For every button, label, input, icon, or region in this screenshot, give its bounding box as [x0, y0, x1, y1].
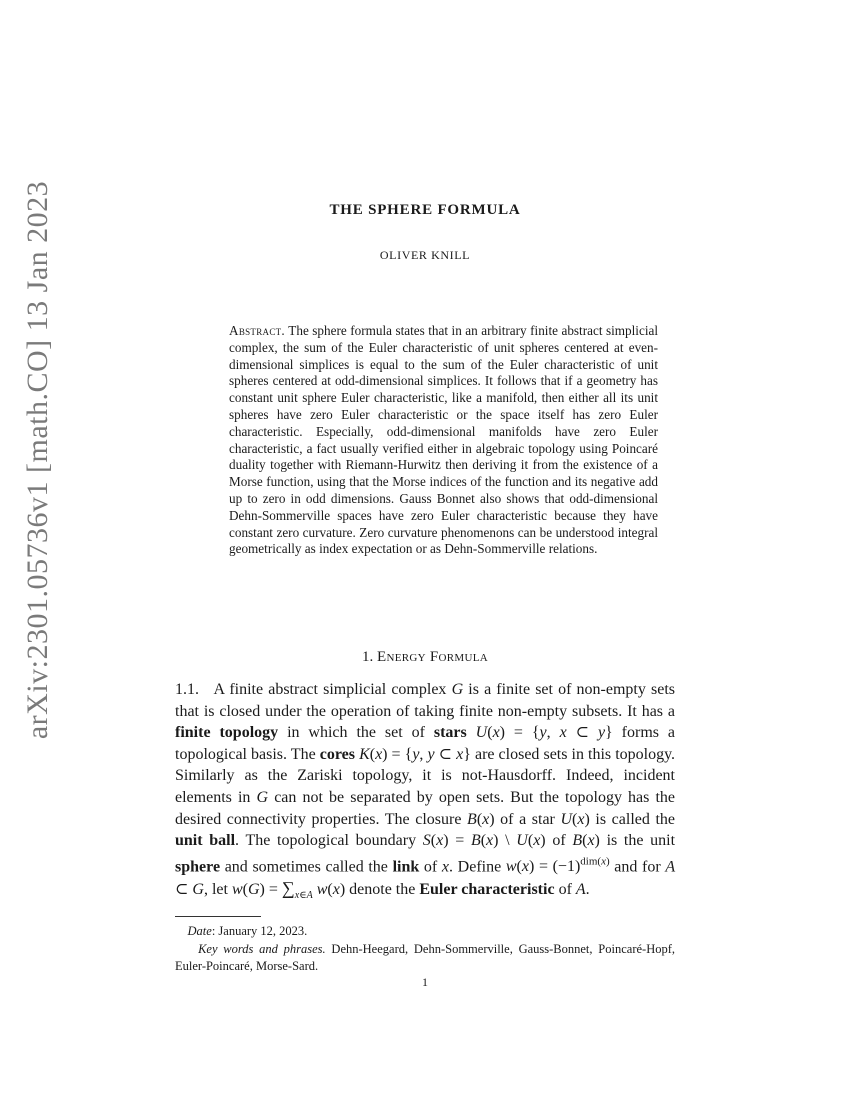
footnotes	[175, 923, 675, 976]
abstract	[229, 323, 658, 558]
para-text: A finite abstract simplicial complex	[213, 681, 447, 698]
term-stars: stars	[433, 724, 467, 742]
paragraph-1-1: 1.1. A finite abstract simplicial complex G is a finite set of non-empty sets that is closed under the operation of taking finite non-empty subsets. It has a finite topology in which the set of stars U(x) = {y, x ⊂ y} forms a topological basis. The cores K(x) = {y, y ⊂ x} are closed sets in this topology. Similarly as the Zariski topology, it is not-Hausdorff. Indeed, incident elements in G can not be separated by open sets. But the topology has the desired connectivity properties. The closure B(x) of a star U(x) is called the unit ball. The topological boundary S(x) = B(x) \ U(x) of B(x) is the unit sphere and sometimes called the link of x. Define $w(x) = (-1)^{dim(x)}$ and for A ⊂ G, let $w(G) = \sum_{x\in A}$ w(x) denote the Euler characteristic of A.	[175, 681, 676, 901]
para-text: denote the	[349, 880, 416, 898]
arxiv-identifier-sidebar	[8, 180, 68, 740]
page-number: 1	[422, 975, 428, 989]
para-text: of	[552, 832, 566, 850]
para-text: can not be separated by open sets. But the topology has the desired connectivity properties. The closure	[175, 788, 676, 828]
para-text: . Define	[449, 858, 502, 876]
para-text: . The topological boundary	[235, 832, 417, 850]
para-text: , let	[203, 880, 228, 898]
para-text: and sometimes called the	[224, 858, 388, 876]
abstract-label: Abstract.	[229, 323, 286, 338]
term-euler-characteristic: Euler characteristic	[419, 880, 555, 898]
section-number: 1.	[361, 649, 374, 665]
term-unit-ball: unit ball	[175, 832, 236, 850]
math-expression: $w(G) = \sum_{x\in A}$ w(x)	[231, 877, 346, 901]
arxiv-id-text: arXiv:2301.05736v1 [math.CO] 13 Jan 2023	[21, 180, 54, 740]
math-symbol: A	[575, 880, 586, 898]
footnote-rule	[175, 916, 261, 917]
term-cores: cores	[319, 745, 355, 763]
math-expression: U(x) = {y, x ⊂ y}	[475, 724, 613, 742]
para-text: is a finite set of non-empty sets that is closed under the operation of taking finite non-empty subsets. It has a	[175, 681, 676, 720]
date-value: : January 12, 2023.	[211, 924, 308, 938]
math-expression: K(x) = {y, y ⊂ x}	[359, 745, 471, 763]
keywords-footnote	[175, 941, 675, 976]
math-symbol: G	[451, 681, 464, 698]
term-finite-topology: finite topology	[175, 724, 279, 742]
para-text: and for	[614, 858, 661, 876]
paper-title: THE SPHERE FORMULA	[329, 202, 521, 218]
math-expression: B(x)	[572, 832, 600, 850]
math-expression: B(x)	[467, 810, 495, 828]
abstract-text: The sphere formula states that in an arbitrary finite abstract simplicial complex, the sum of the Euler characteristic of unit spheres centered at even-dimensional simplices is equal to the sum of the Euler characteristic of unit spheres centered at odd-dimensional simplices. It follows that if a geometry has constant unit sphere Euler characteristic, like a manifold, then either all its unit spheres have zero Euler characteristic or the space itself has zero Euler characteristic. Especially, odd-dimensional manifolds have zero Euler characteristic, a fact usually verified either in algebraic topology using Poincaré duality together with Riemann-Hurwitz then deriving it from the existence of a Morse function, using that the Morse indices of the function and its negative add up to zero in odd dimensions. Gauss Bonnet also shows that odd-dimensional Dehn-Sommerville spaces have zero Euler characteristic because they have constant zero curvature. Zero curvature phenomenons can be understood integral geometrically as index expectation or as Dehn-Sommerville relations.	[229, 323, 658, 557]
date-footnote	[175, 923, 675, 941]
para-text: of	[558, 880, 572, 898]
section-title: Energy Formula	[376, 649, 488, 665]
section-heading	[0, 649, 850, 666]
para-text: of a star	[500, 810, 555, 828]
math-expression: U(x)	[560, 810, 590, 828]
math-expression: S(x) = B(x) \ U(x)	[422, 832, 546, 850]
math-expression: $w(x) = (-1)^{dim(x)}$	[505, 855, 610, 876]
keywords-value: Dehn-Heegard, Dehn-Sommerville, Gauss-Bonnet, Poincaré-Hopf, Euler-Poincaré, Morse-Sard.	[175, 941, 676, 973]
para-text: are closed sets in this topology. Similarly as the Zariski topology, it is not-Hausdorff. Indeed, incident elements in	[175, 745, 676, 806]
math-expression: A ⊂ G	[175, 858, 676, 898]
para-text: forms a topological basis. The	[175, 724, 676, 763]
math-symbol: x	[441, 858, 450, 876]
keywords-label: Key words and phrases.	[198, 941, 326, 956]
paper-author: OLIVER KNILL	[379, 248, 471, 262]
term-link: link	[392, 858, 420, 876]
para-text: of	[423, 858, 438, 876]
para-text: is called the	[595, 810, 676, 828]
para-text: in which the set of	[287, 724, 425, 742]
math-symbol: G	[256, 788, 269, 806]
para-text: is the unit	[606, 832, 676, 850]
term-sphere: sphere	[175, 858, 221, 876]
date-label: Date	[187, 924, 212, 938]
paragraph-number: 1.1.	[175, 681, 199, 698]
